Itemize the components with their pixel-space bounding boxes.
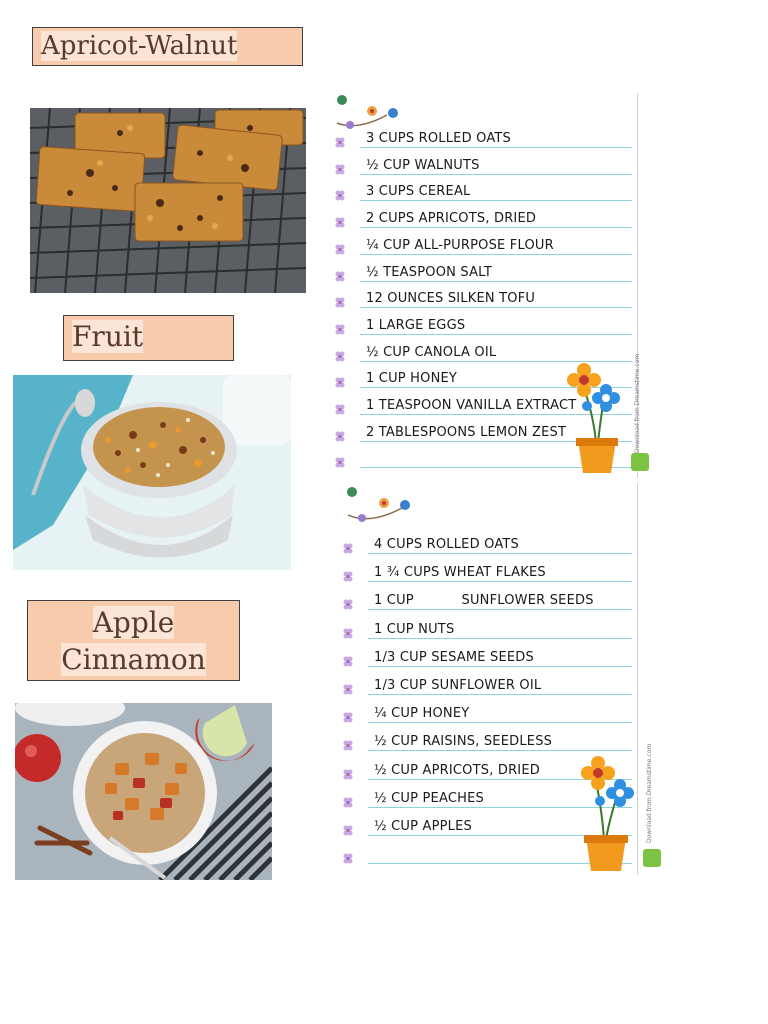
ingredient-item: ½ CUP WALNUTS xyxy=(366,157,480,173)
ingredient-item: ½ CUP RAISINS, SEEDLESS xyxy=(374,734,553,750)
flower-bullet-icon xyxy=(342,681,356,693)
flower-vine-icon xyxy=(340,483,415,528)
recipe-card-apricot-walnut xyxy=(332,93,668,478)
ruled-line xyxy=(368,609,632,610)
ruled-line xyxy=(368,638,632,639)
flower-bullet-icon xyxy=(334,348,348,360)
flower-bullet-icon xyxy=(334,294,348,306)
ruled-line xyxy=(368,694,632,695)
title-apricot-walnut xyxy=(32,27,303,66)
flower-bullet-icon xyxy=(334,268,348,280)
flower-pot-icon xyxy=(570,751,636,873)
flower-bullet-icon xyxy=(342,596,356,608)
flower-bullet-icon xyxy=(334,374,348,386)
apple-oatmeal-photo xyxy=(15,703,272,880)
apricot-bars-image xyxy=(30,108,306,293)
watermark-text: Download from Dreamstime.com xyxy=(646,743,653,843)
apricot-bars-photo xyxy=(30,108,306,293)
flower-bullet-icon xyxy=(334,161,348,173)
ruled-line xyxy=(360,254,632,255)
ingredient-item: 1 LARGE EGGS xyxy=(366,317,466,333)
flower-bullet-icon xyxy=(342,709,356,721)
ruled-line xyxy=(360,227,632,228)
title-fruit-text: Fruit xyxy=(72,320,144,353)
ingredient-item: ½ CUP APPLES xyxy=(374,819,472,834)
title-apple-text: Apple xyxy=(92,606,175,639)
flower-bullet-icon xyxy=(342,653,356,665)
flower-bullet-icon xyxy=(334,134,348,146)
ingredient-item: 1/3 CUP SESAME SEEDS xyxy=(374,649,534,665)
ingredient-item: ¼ CUP ALL-PURPOSE FLOUR xyxy=(366,237,554,253)
flower-bullet-icon xyxy=(334,214,348,226)
flower-bullet-icon xyxy=(342,794,356,806)
ruled-line xyxy=(360,334,632,335)
ruled-line xyxy=(368,722,632,723)
ingredient-item: ½ CUP CANOLA OIL xyxy=(366,344,497,360)
ingredient-item: 2 TABLESPOONS LEMON ZEST xyxy=(366,424,567,440)
flower-pot-icon xyxy=(564,358,628,476)
ingredient-item: ½ CUP APRICOTS, DRIED xyxy=(374,762,540,778)
flower-bullet-icon xyxy=(334,321,348,333)
recipe-card-fruit xyxy=(340,483,668,875)
ingredient-item: 1 TEASPOON VANILLA EXTRACT xyxy=(366,398,577,413)
flower-bullet-icon xyxy=(342,737,356,749)
flower-bullet-icon xyxy=(334,401,348,413)
ingredient-item: 3 CUPS ROLLED OATS xyxy=(366,131,512,146)
flower-bullet-icon xyxy=(342,625,356,637)
granola-bowl-image xyxy=(13,375,291,570)
granola-bowl-photo xyxy=(13,375,291,570)
flower-bullet-icon xyxy=(342,540,356,552)
ruled-line xyxy=(368,666,632,667)
ruled-line xyxy=(368,553,632,554)
ingredient-item: 1/3 CUP SUNFLOWER OIL xyxy=(374,678,542,693)
flower-bullet-icon xyxy=(334,187,348,199)
ingredient-item: 12 OUNCES SILKEN TOFU xyxy=(366,291,536,307)
flower-bullet-icon xyxy=(334,454,348,466)
ingredient-item: 2 CUPS APRICOTS, DRIED xyxy=(366,211,537,227)
ingredient-item: ¼ CUP HONEY xyxy=(374,706,470,722)
card-side-margin xyxy=(637,93,668,478)
title-fruit xyxy=(63,315,234,361)
title-apple-cinnamon xyxy=(27,600,240,681)
apple-oatmeal-image xyxy=(15,703,272,880)
ruled-line xyxy=(360,174,632,175)
ingredient-item: ½ CUP PEACHES xyxy=(374,790,484,806)
ingredient-item: 1 CUP SUNFLOWER SEEDS xyxy=(374,593,594,609)
watermark-text: Download from Dreamstime.com xyxy=(634,353,641,453)
ruled-line xyxy=(360,307,632,308)
dreamstime-logo-icon xyxy=(643,849,661,867)
ruled-line xyxy=(368,581,632,582)
ruled-line xyxy=(360,200,632,201)
ingredient-item: 4 CUPS ROLLED OATS xyxy=(374,537,520,552)
ingredient-item: ½ TEASPOON SALT xyxy=(366,264,492,280)
flower-bullet-icon xyxy=(342,822,356,834)
ingredient-item: 1 ¾ CUPS WHEAT FLAKES xyxy=(374,565,546,581)
ingredient-item: 3 CUPS CEREAL xyxy=(366,184,471,200)
flower-bullet-icon xyxy=(334,241,348,253)
ruled-line xyxy=(360,281,632,282)
flower-bullet-icon xyxy=(342,766,356,778)
dreamstime-logo-icon xyxy=(631,453,649,471)
flower-bullet-icon xyxy=(342,850,356,862)
title-apricot-walnut-text: Apricot-Walnut xyxy=(41,31,238,61)
title-cinnamon-text: Cinnamon xyxy=(61,643,206,676)
ruled-line xyxy=(360,147,632,148)
flower-bullet-icon xyxy=(334,428,348,440)
flower-vine-icon xyxy=(332,93,402,133)
flower-bullet-icon xyxy=(342,568,356,580)
ingredient-item: 1 CUP NUTS xyxy=(374,621,455,637)
ingredient-item: 1 CUP HONEY xyxy=(366,371,458,387)
